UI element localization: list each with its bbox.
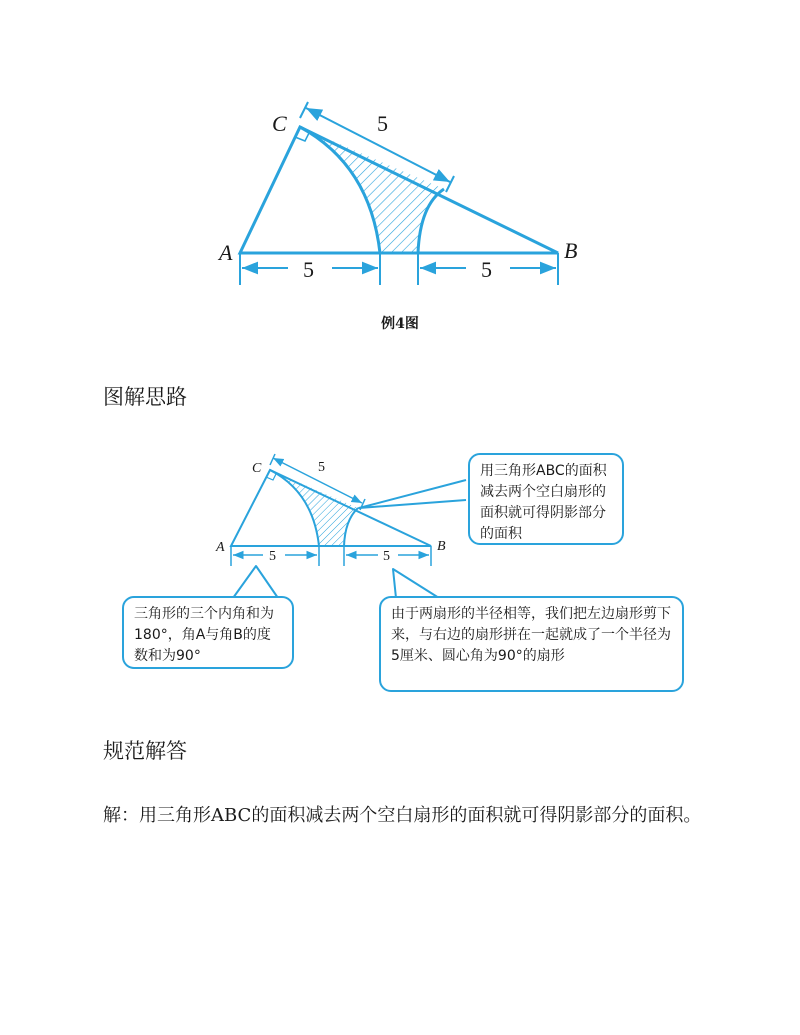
section-title-thinking: 图解思路 <box>103 385 187 409</box>
dim-right-label: 5 <box>481 257 492 282</box>
dim-left-label-small: 5 <box>269 549 276 564</box>
answer-paragraph: 解：用三角形ABC的面积减去两个空白扇形的面积就可得阴影部分的面积。 <box>103 805 702 826</box>
dim-ca-label-small: 5 <box>318 460 325 475</box>
dim-right-label-small: 5 <box>383 549 390 564</box>
vertex-c-label: C <box>272 111 287 136</box>
dim-ca-label: 5 <box>377 111 388 136</box>
vertex-c-label-small: C <box>252 461 262 476</box>
vertex-a-label: A <box>219 240 233 265</box>
bubble-bottom-left <box>122 596 294 669</box>
bubble-top-right <box>468 453 624 545</box>
figure-caption: 例4图 <box>381 316 419 332</box>
bubble-top-right-text: 用三角形ABC的面积减去两个空白扇形的面积就可得阴影部分的面积 <box>480 463 607 542</box>
section-title-solution: 规范解答 <box>103 739 187 763</box>
vertex-a-label-small: A <box>216 540 225 555</box>
bubble-pointer-bottom-right <box>393 569 439 598</box>
vertex-b-label: B <box>564 238 578 263</box>
dim-left-label: 5 <box>303 257 314 282</box>
bubble-bottom-left-text: 三角形的三个内角和为180°，角A与角B的度数和为90° <box>134 606 274 664</box>
vertex-b-label-small: B <box>437 539 446 554</box>
bubble-bottom-right <box>379 596 684 692</box>
bubble-pointer-top-right <box>359 480 466 508</box>
bubble-bottom-right-text: 由于两扇形的半径相等，我们把左边扇形剪下来，与右边的扇形拼在一起就成了一个半径为5厘米、圆心角为90°的扇形 <box>391 606 671 664</box>
bubble-pointer-bottom-left <box>233 566 278 598</box>
